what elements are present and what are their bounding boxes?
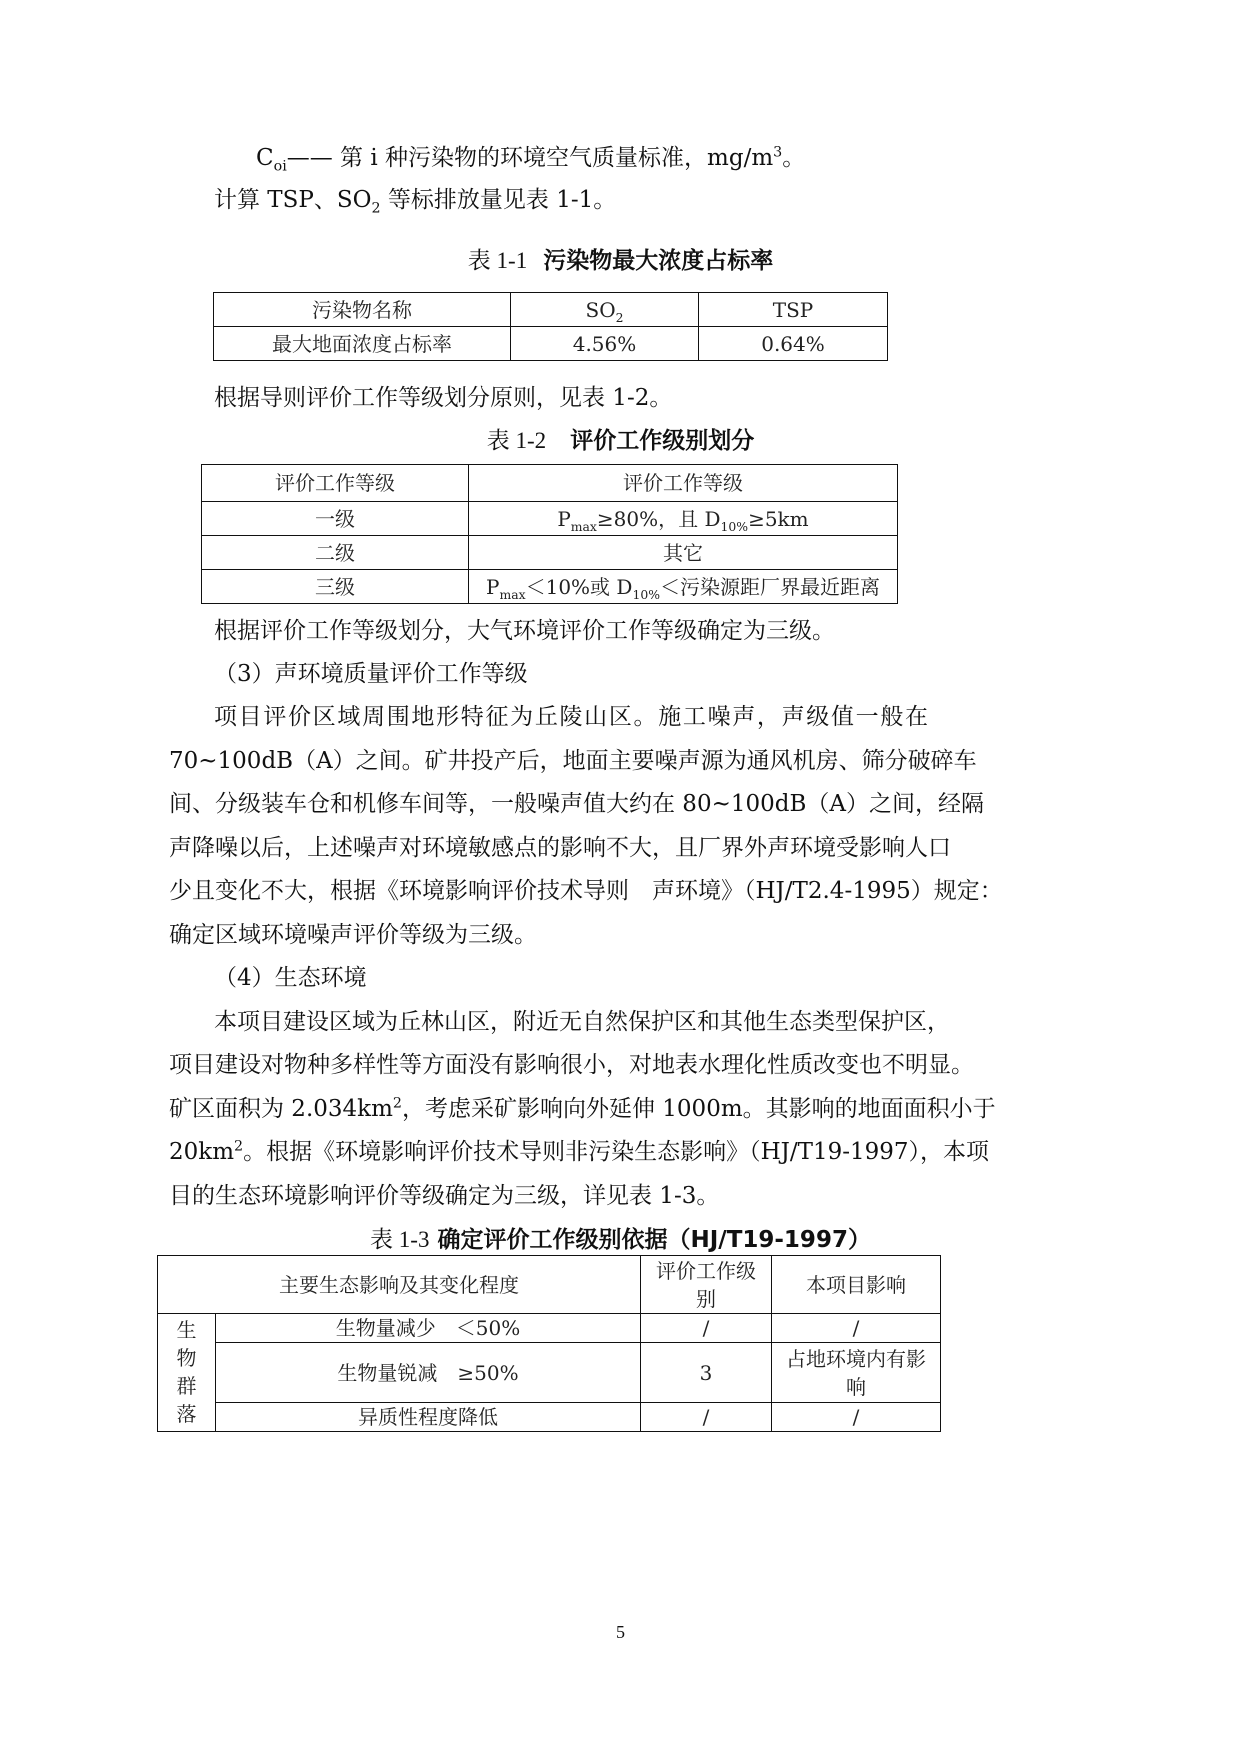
table-1-3	[157, 1255, 941, 1432]
table-header-cell: 污染物名称	[214, 293, 511, 327]
table-cell: /	[772, 1314, 941, 1343]
text-fragment: 矿区面积为 2.034km	[169, 1096, 393, 1122]
caption-text: 污染物最大浓度占标率	[543, 248, 774, 274]
table-1-2-caption	[0, 426, 1241, 456]
caption-text: 确定评价工作级别依据（HJ/T19-1997）	[437, 1227, 871, 1253]
superscript: 2	[392, 1095, 402, 1112]
table-header-cell: TSP	[699, 293, 888, 327]
table-cell: 其它	[469, 536, 898, 570]
body-line	[169, 1094, 996, 1124]
table-header-cell	[641, 1256, 772, 1314]
table-1-2	[201, 464, 898, 604]
text-fragment: 20km	[169, 1139, 235, 1165]
text-fragment: 响	[846, 1374, 866, 1399]
table-cell: 生物量减少 ＜50%	[216, 1314, 641, 1343]
superscript: 2	[234, 1138, 244, 1155]
definition-text: —— 第 i 种污染物的环境空气质量标准，mg/m	[286, 145, 774, 171]
table-1-1	[213, 292, 888, 361]
page-number: 5	[616, 1622, 625, 1642]
subscript: 2	[615, 309, 624, 325]
symbol-subscript: oi	[273, 158, 287, 175]
subscript: max	[570, 518, 597, 534]
text-fragment: 生	[176, 1318, 197, 1342]
caption-text: 评价工作级别划分	[570, 428, 755, 454]
table-cell	[469, 570, 898, 604]
table-cell: 3	[641, 1343, 772, 1403]
unit-superscript: 3	[773, 144, 783, 161]
text-fragment: ≥80%，且 D	[596, 506, 721, 531]
text-fragment: SO	[585, 297, 616, 322]
text-fragment: 。根据《环境影响评价技术导则非污染生态影响》（HJ/T19-1997），本项	[243, 1139, 990, 1165]
body-line: 项目评价区域周围地形特征为丘陵山区。施工噪声，声级值一般在	[214, 704, 928, 730]
body-paragraph: 根据导则评价工作等级划分原则，见表 1-2。	[214, 385, 673, 411]
table-header-cell	[511, 293, 699, 327]
table-cell: /	[641, 1403, 772, 1432]
body-line: 确定区域环境噪声评价等级为三级。	[169, 922, 537, 948]
group-label-cell	[158, 1314, 216, 1432]
table-header-cell: 本项目影响	[772, 1256, 941, 1314]
table-header-cell: 评价工作等级	[469, 465, 898, 502]
body-paragraph: 根据评价工作等级划分，大气环境评价工作等级确定为三级。	[214, 618, 835, 644]
body-line	[169, 1137, 990, 1167]
text-fragment: ≥5km	[748, 506, 809, 531]
calc-intro-line	[214, 185, 1076, 215]
table-1-1-caption	[0, 246, 1241, 276]
body-line: 间、分级装车仓和机修车间等，一般噪声值大约在 80~100dB（A）之间，经隔	[169, 791, 984, 817]
table-cell	[772, 1343, 941, 1403]
section-heading: （3）声环境质量评价工作等级	[214, 661, 528, 687]
table-cell	[469, 502, 898, 536]
body-line: 少且变化不大，根据《环境影响评价技术导则 声环境》（HJ/T2.4-1995）规定：	[169, 878, 1003, 904]
definition-end: 。	[782, 145, 806, 171]
text-fragment: ，考虑采矿影响向外延伸 1000m。其影响的地面面积小于	[401, 1096, 996, 1122]
table-cell: 0.64%	[699, 327, 888, 361]
table-1-3-caption	[0, 1225, 1241, 1255]
table-cell: 异质性程度降低	[216, 1403, 641, 1432]
text-fragment: 等标排放量见表 1-1。	[380, 187, 617, 213]
table-cell: /	[772, 1403, 941, 1432]
table-cell: 一级	[202, 502, 469, 536]
text-fragment: 别	[696, 1286, 716, 1311]
text-fragment: P	[557, 506, 571, 531]
section-heading: （4）生态环境	[214, 965, 367, 991]
symbol-c: C	[256, 145, 274, 171]
text-fragment: 计算 TSP、SO	[214, 187, 372, 213]
subscript: 2	[371, 200, 381, 217]
text-fragment: 占地环境内有影	[786, 1346, 926, 1371]
table-cell: 二级	[202, 536, 469, 570]
subscript: 10%	[632, 586, 660, 602]
body-line: 目的生态环境影响评价等级确定为三级，详见表 1-3。	[169, 1183, 720, 1209]
table-cell: 三级	[202, 570, 469, 604]
subscript: max	[499, 586, 526, 602]
subscript: 10%	[720, 518, 749, 534]
table-cell: 最大地面浓度占标率	[214, 327, 511, 361]
body-line: 本项目建设区域为丘林山区，附近无自然保护区和其他生态类型保护区，	[214, 1009, 950, 1035]
body-line: 项目建设对物种多样性等方面没有影响很小，对地表水理化性质改变也不明显。	[169, 1052, 974, 1078]
text-fragment: 评价工作级	[656, 1258, 756, 1283]
table-header-cell: 主要生态影响及其变化程度	[158, 1256, 641, 1314]
text-fragment: ＜污染源距厂界最近距离	[660, 574, 880, 599]
caption-number: 表 1-2	[486, 428, 547, 453]
body-line: 70~100dB（A）之间。矿井投产后，地面主要噪声源为通风机房、筛分破碎车	[169, 748, 977, 774]
text-fragment: ＜10%或 D	[525, 574, 633, 599]
table-cell: 生物量锐减 ≥50%	[216, 1343, 641, 1403]
caption-number: 表 1-1	[467, 248, 528, 273]
caption-number: 表 1-3	[370, 1227, 430, 1252]
table-header-cell: 评价工作等级	[202, 465, 469, 502]
text-fragment: 落	[176, 1402, 197, 1426]
text-fragment: P	[486, 574, 500, 599]
text-fragment: 群	[176, 1374, 197, 1398]
table-cell: /	[641, 1314, 772, 1343]
body-line: 声降噪以后，上述噪声对环境敏感点的影响不大，且厂界外声环境受影响人口	[169, 835, 951, 861]
table-cell: 4.56%	[511, 327, 699, 361]
formula-definition-line	[256, 143, 1118, 173]
text-fragment: 物	[176, 1346, 197, 1370]
